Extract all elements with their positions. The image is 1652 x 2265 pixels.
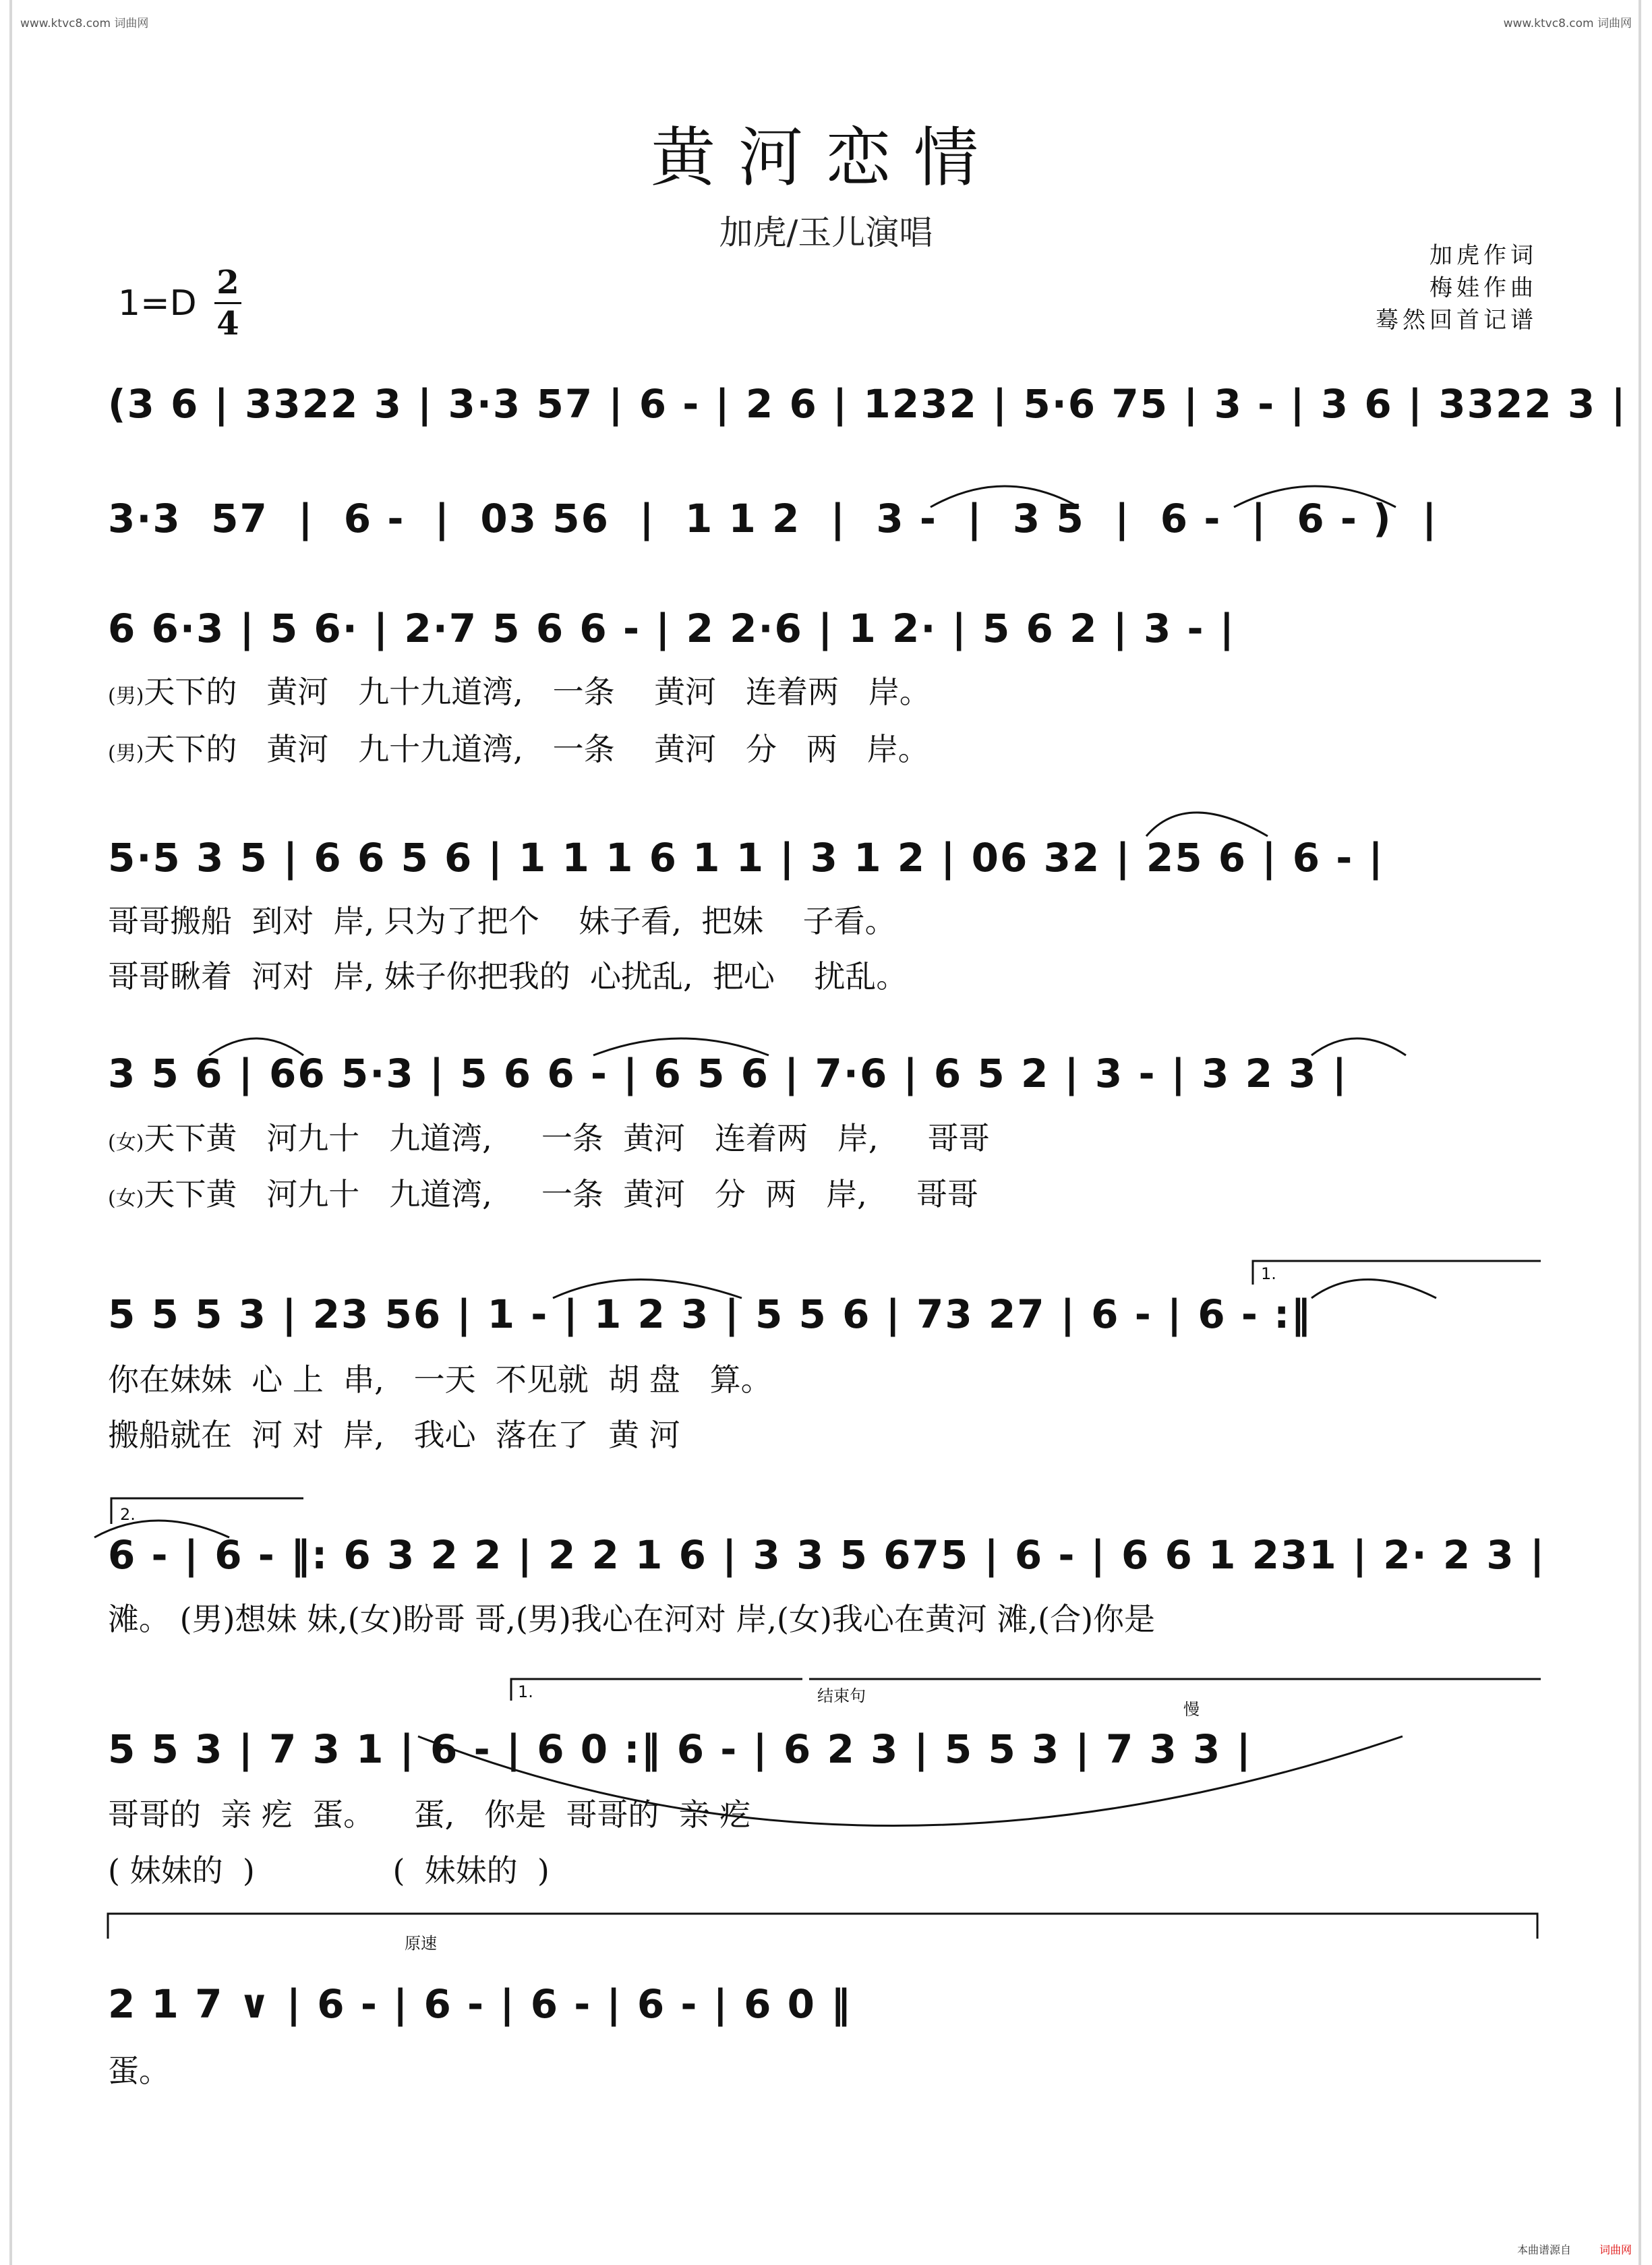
footer-site-tag: 词曲网 (1599, 2243, 1632, 2256)
score-line-4-lyric-1: 哥哥搬船 到对 岸, 只为了把个 妹子看, 把妹 子看。 (108, 903, 896, 939)
slur-1 (931, 486, 1079, 507)
song-title: 黄河恋情 (651, 120, 1001, 196)
lyric-text: 天下的 黄河 九十九道湾, 一条 黄河 分 两 岸。 (144, 731, 929, 767)
score-line-9-lyric-1: 蛋。 (108, 2053, 170, 2089)
slur-10 (418, 1736, 1403, 1826)
score-line-4-lyric-2: 哥哥瞅着 河对 岸, 妹子你把我的 心扰乱, 把心 扰乱。 (108, 958, 908, 995)
score-line-8-lyric-1: 哥哥的 亲 疙 蛋。 蛋, 你是 哥哥的 亲 疙 (108, 1796, 751, 1833)
singer-tag: (男) (108, 684, 144, 708)
slur-4 (209, 1038, 303, 1055)
lyric-text: 天下黄 河九十 九道湾, 一条 黄河 连着两 岸, 哥哥 (144, 1120, 990, 1156)
slur-9 (94, 1521, 229, 1537)
lyric-text: 天下的 黄河 九十九道湾, 一条 黄河 连着两 岸。 (144, 674, 931, 710)
slur-7 (553, 1280, 742, 1299)
slur-5 (593, 1038, 769, 1055)
slur-8 (1311, 1280, 1436, 1299)
song-performers: 加虎/玉儿演唱 (719, 213, 933, 252)
footer-source-tag: 本曲谱源自 (1516, 2243, 1571, 2256)
system-bracket (108, 1914, 1537, 1939)
singer-tag: (男) (108, 742, 144, 765)
coda-label: 结束句 (817, 1686, 866, 1705)
volta-bracket-2 (111, 1498, 303, 1524)
score-line-8-notes: 5 5 3 | 7 3 1 | 6 - | 6 0 :‖ 6 - | 6 2 3 | 5 5 3 | 7 3 3 | (108, 1726, 1252, 1772)
time-signature-bottom: 4 (216, 305, 239, 343)
score-line-5-notes: 3 5 6 | 66 5·3 | 5 6 6 - | 6 5 6 | 7·6 | 6 5 2 | 3 - | 3 2 3 | (108, 1051, 1348, 1096)
score-line-9-notes: 2 1 7 ∨ | 6 - | 6 - | 6 - | 6 - | 6 0 ‖ (108, 1981, 852, 2027)
key-signature: 1=D (118, 283, 197, 324)
slur-2 (1234, 486, 1396, 507)
slur-6 (1311, 1038, 1406, 1055)
score-line-7-lyric-1: 滩。 (男)想妹 妹,(女)盼哥 哥,(男)我心在河对 岸,(女)我心在黄河 滩,(合)你是 (108, 1601, 1156, 1637)
tempo-restore-label: 原速 (405, 1934, 437, 1953)
volta-label-2: 2. (120, 1505, 136, 1524)
score-line-8-lyric-2: ( 妹妹的 ) ( 妹妹的 ) (108, 1852, 550, 1889)
time-signature-top: 2 (216, 264, 239, 301)
volta-bracket-3 (511, 1679, 802, 1701)
singer-tag: (女) (108, 1131, 144, 1154)
transcriber-credit: 蓦然回首记谱 (1376, 307, 1537, 334)
score-line-6-lyric-1: 你在妹妹 心 上 串, 一天 不见就 胡 盘 算。 (108, 1361, 772, 1398)
tempo-slow-label: 慢 (1183, 1700, 1200, 1719)
composer-credit: 梅娃作曲 (1429, 274, 1537, 301)
score-line-1-notes: (3 6 | 3322 3 | 3·3 57 | 6 - | 2 6 | 1232 | 5·6 75 | 3 - | 3 6 | 3322 3 | (108, 381, 1627, 427)
lyricist-credit: 加虎作词 (1429, 242, 1537, 269)
slur-3 (1146, 813, 1268, 836)
lyric-text: 天下黄 河九十 九道湾, 一条 黄河 分 两 岸, 哥哥 (144, 1176, 978, 1212)
score-line-6-notes: 5 5 5 3 | 23 56 | 1 - | 1 2 3 | 5 5 6 | 73 27 | 6 - | 6 - :‖ (108, 1291, 1312, 1337)
score-line-3-notes: 6 6·3 | 5 6· | 2·7 5 6 6 - | 2 2·6 | 1 2· | 5 6 2 | 3 - | (108, 606, 1235, 651)
site-watermark-left: www.ktvc8.com 词曲网 (20, 17, 149, 30)
score-line-6-lyric-2: 搬船就在 河 对 岸, 我心 落在了 黄 河 (108, 1417, 680, 1453)
score-line-7-notes: 6 - | 6 - ‖: 6 3 2 2 | 2 2 1 6 | 3 3 5 675 | 6 - | 6 6 1 231 | 2· 2 3 | (108, 1532, 1546, 1578)
singer-tag: (女) (108, 1187, 144, 1210)
site-watermark-right: www.ktvc8.com 词曲网 (1503, 17, 1632, 30)
volta-bracket-1 (1253, 1261, 1541, 1285)
volta-label-3: 1. (518, 1682, 533, 1701)
score-line-4-notes: 5·5 3 5 | 6 6 5 6 | 1 1 1 6 1 1 | 3 1 2 | 06 32 | 25 6 | 6 - | (108, 835, 1384, 881)
score-line-2-notes: 3·3 57 | 6 - | 03 56 | 1 1 2 | 3 - | 3 5 | 6 - | 6 - ) | (108, 496, 1438, 541)
volta-label-1: 1. (1261, 1264, 1276, 1283)
